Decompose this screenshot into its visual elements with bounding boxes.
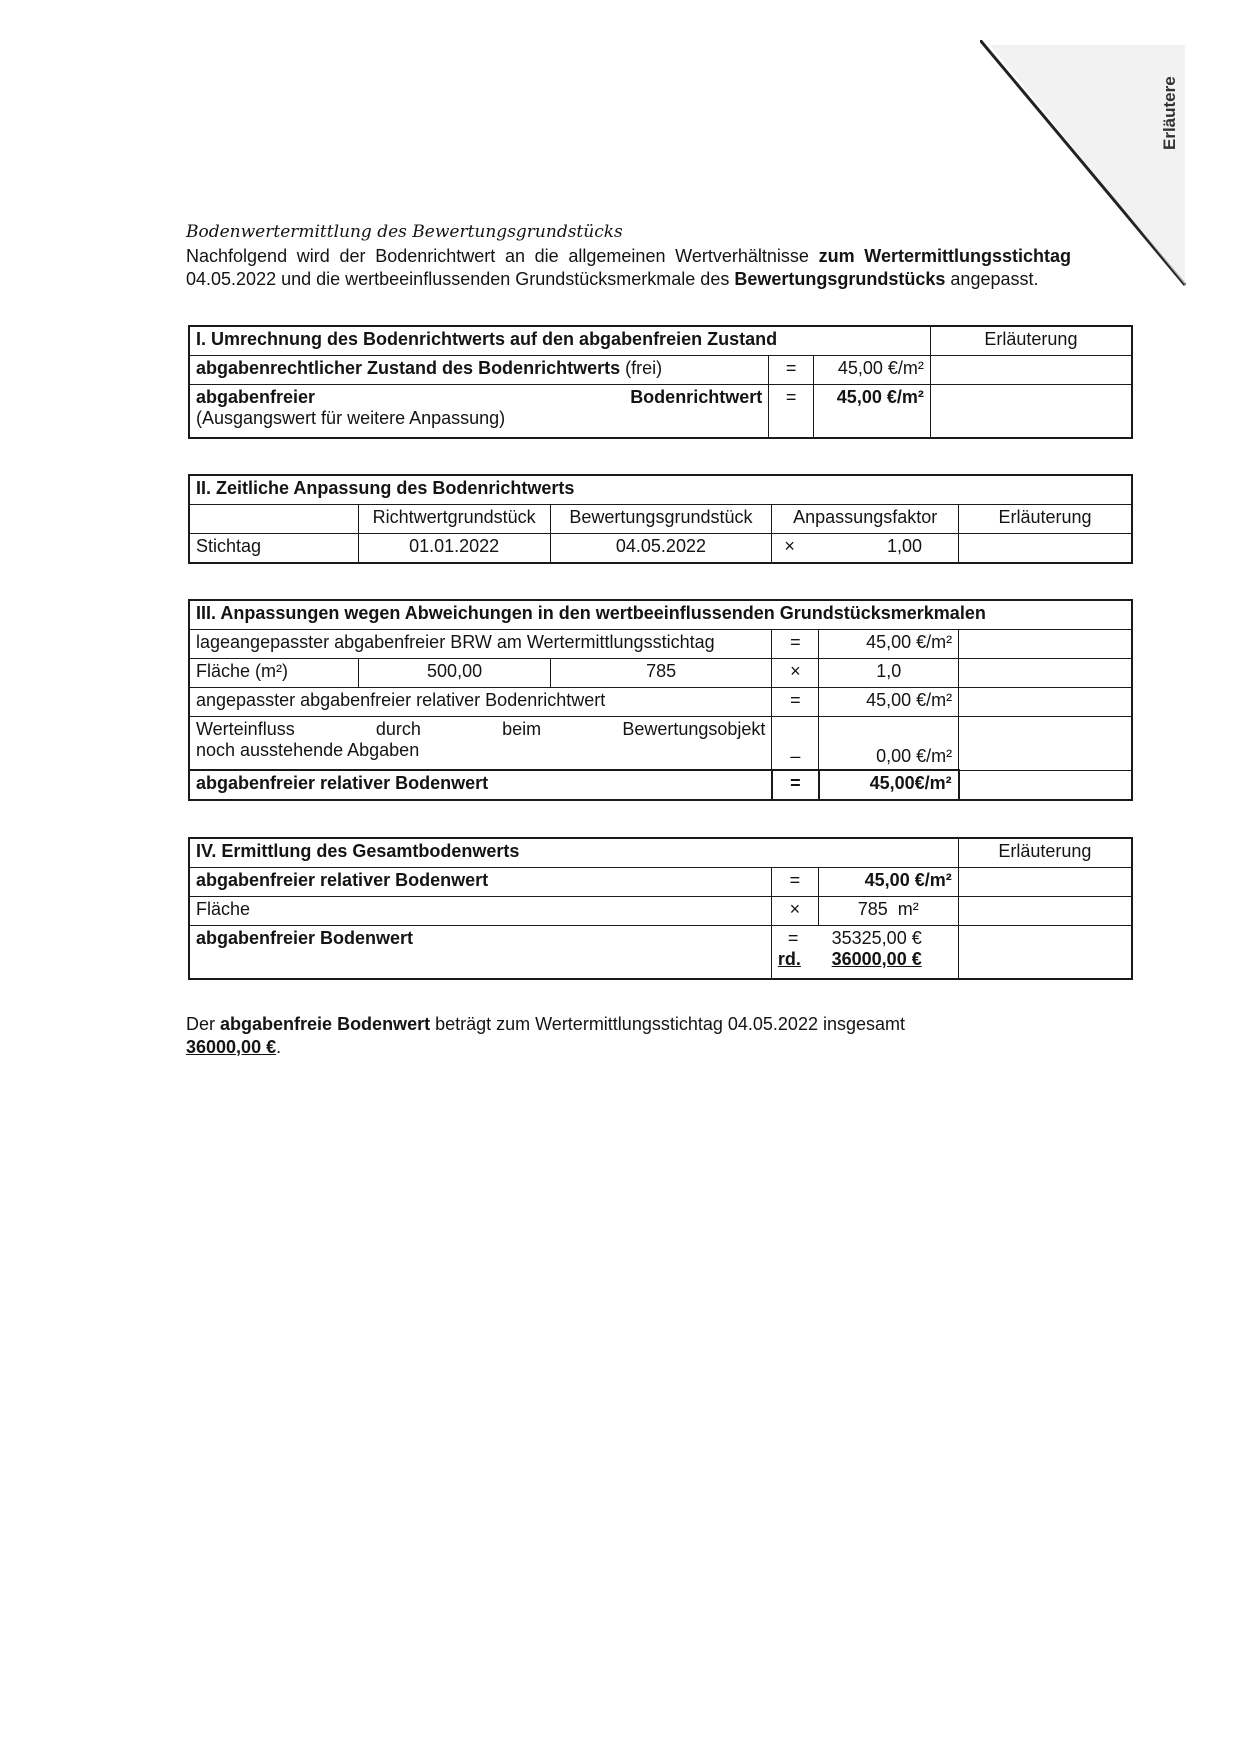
- table4-row1-op: =: [771, 868, 818, 897]
- table4-row3-values: [771, 926, 958, 980]
- table3-row2-label: Fläche (m²): [189, 659, 359, 688]
- table2-header-1: Richtwertgrundstück: [358, 505, 550, 534]
- final-paragraph: [186, 1013, 1071, 1059]
- final-p2: abgabenfreie Bodenwert: [220, 1014, 431, 1034]
- table1-row2-op: =: [769, 385, 814, 439]
- table4-row3-op: =: [787, 928, 799, 948]
- table3-row4-w3: beim: [502, 719, 542, 739]
- table4-row2-label: Fläche: [189, 897, 771, 926]
- table1-row1-label: [189, 356, 769, 385]
- table1-row1-label-rest: (frei): [625, 358, 663, 378]
- table-zeitliche-anpassung: [188, 474, 1133, 564]
- table2-row-label: Stichtag: [189, 534, 358, 564]
- table1-row2-left: abgabenfreier: [196, 387, 316, 407]
- table3-row3-value: 45,00 €/m²: [819, 688, 959, 717]
- intro-part3: 04.05.2022 und die wertbeeinflussenden Grundstücksmerkmale des: [186, 269, 730, 289]
- table1-row2-value: 45,00 €/m²: [814, 385, 931, 439]
- table3-row4-value: 0,00 €/m²: [819, 717, 959, 771]
- table3-row5-erl: [959, 770, 1132, 800]
- table3-row1-op: =: [772, 630, 819, 659]
- table-anpassungen: [188, 599, 1133, 801]
- final-p3: beträgt zum Wertermittlungsstichtag 04.05.2022 insgesamt: [435, 1014, 906, 1034]
- table3-row5-op: =: [772, 770, 819, 800]
- table4-row2-erl: [958, 897, 1132, 926]
- table3-row1-label: lageangepasster abgabenfreier BRW am Wertermittlungsstichtag: [189, 630, 772, 659]
- table-umrechnung: [188, 325, 1133, 439]
- table3-row1-value: 45,00 €/m²: [819, 630, 959, 659]
- table1-row2-right: Bodenrichtwert: [630, 387, 763, 407]
- table4-title: IV. Ermittlung des Gesamtbodenwerts: [189, 838, 958, 868]
- table3-row2-v1: 500,00: [359, 659, 551, 688]
- table3-row2-op: ×: [772, 659, 819, 688]
- table4-row3-label: abgabenfreier Bodenwert: [189, 926, 771, 980]
- table2-header-empty: [189, 505, 358, 534]
- table3-row4-split: [196, 719, 765, 740]
- table2-header-2: Bewertungsgrundstück: [550, 505, 772, 534]
- final-amount: 36000,00 €: [186, 1037, 277, 1057]
- intro-part2: zum Wertermittlungsstichtag: [818, 246, 1071, 266]
- table2-factor-split: [778, 536, 952, 557]
- intro-part1: Nachfolgend wird der Bodenrichtwert an die allgemeinen Wertverhältnisse: [186, 246, 809, 266]
- table3-row5-label: abgabenfreier relativer Bodenwert: [189, 770, 772, 800]
- table-gesamtbodenwert: [188, 837, 1133, 980]
- table2-row-op: ×: [784, 536, 795, 556]
- table2-row-erl: [959, 534, 1132, 564]
- table4-row1-value: 45,00 €/m²: [818, 868, 958, 897]
- table2-row-v2: 04.05.2022: [550, 534, 772, 564]
- table3-row4-w1: Werteinfluss: [196, 719, 295, 739]
- table2-header-3: Anpassungsfaktor: [772, 505, 959, 534]
- table2-header-4: Erläuterung: [959, 505, 1132, 534]
- table1-row1-label-bold: abgabenrechtlicher Zustand des Bodenrichtwerts: [196, 358, 621, 378]
- table2-row-v1: 01.01.2022: [358, 534, 550, 564]
- table2-row-factor-cell: [772, 534, 959, 564]
- table3-row4-label: [189, 717, 772, 771]
- table1-row1-op: =: [769, 356, 814, 385]
- final-end: .: [276, 1037, 282, 1057]
- table1-row2-label: [189, 385, 769, 439]
- table3-row3-erl: [959, 688, 1132, 717]
- intro-paragraph: [186, 245, 1071, 291]
- table3-row4-line2: noch ausstehende Abgaben: [196, 740, 420, 760]
- table3-row5-value: 45,00€/m²: [819, 770, 959, 800]
- table4-row1-erl: [958, 868, 1132, 897]
- table4-row3-line2: [778, 949, 952, 970]
- intro-part4: Bewertungsgrundstücks: [734, 269, 946, 289]
- intro-part5: angepasst.: [950, 269, 1039, 289]
- table2-title: II. Zeitliche Anpassung des Bodenrichtwerts: [189, 475, 1132, 505]
- table1-erl-header: Erläuterung: [930, 326, 1132, 356]
- table4-row2-op: ×: [771, 897, 818, 926]
- section-heading: Bodenwertermittlung des Bewertungsgrundstücks: [186, 222, 623, 242]
- corner-stamp-text: Erläutere: [1160, 76, 1179, 150]
- table4-row3-line1: [778, 928, 952, 949]
- table3-row4-erl: [959, 717, 1132, 771]
- table1-row2-split: [196, 387, 762, 408]
- table3-row4-op: –: [772, 717, 819, 771]
- table3-row3-label: angepasster abgabenfreier relativer Bodenrichtwert: [189, 688, 772, 717]
- table4-erl-header: Erläuterung: [958, 838, 1132, 868]
- table3-row2-erl: [959, 659, 1132, 688]
- table3-row3-op: =: [772, 688, 819, 717]
- final-p1: Der: [186, 1014, 216, 1034]
- table3-row4-w4: Bewertungsobjekt: [622, 719, 766, 739]
- table3-row2-v2: 785: [550, 659, 772, 688]
- table4-row3-rounded: 36000,00 €: [831, 949, 922, 969]
- table3-title: III. Anpassungen wegen Abweichungen in den wertbeeinflussenden Grundstücksmerkmalen: [189, 600, 1132, 630]
- table1-row1-erl: [930, 356, 1132, 385]
- table3-row2-value: 1,0: [819, 659, 959, 688]
- table1-row2-erl: [930, 385, 1132, 439]
- table1-row1-value: 45,00 €/m²: [814, 356, 931, 385]
- table2-row-factor: 1,00: [887, 536, 923, 556]
- table3-row4-w2: durch: [375, 719, 421, 739]
- table3-row1-erl: [959, 630, 1132, 659]
- table4-row2-value: 785 m²: [818, 897, 958, 926]
- table4-row3-rd: rd.: [777, 949, 801, 969]
- table1-title: I. Umrechnung des Bodenrichtwerts auf den abgabenfreien Zustand: [189, 326, 930, 356]
- table1-row2-sub: (Ausgangswert für weitere Anpassung): [196, 408, 506, 428]
- table4-row3-erl: [958, 926, 1132, 980]
- table4-row3-value: 35325,00 €: [831, 928, 922, 948]
- table4-row1-label: abgabenfreier relativer Bodenwert: [189, 868, 771, 897]
